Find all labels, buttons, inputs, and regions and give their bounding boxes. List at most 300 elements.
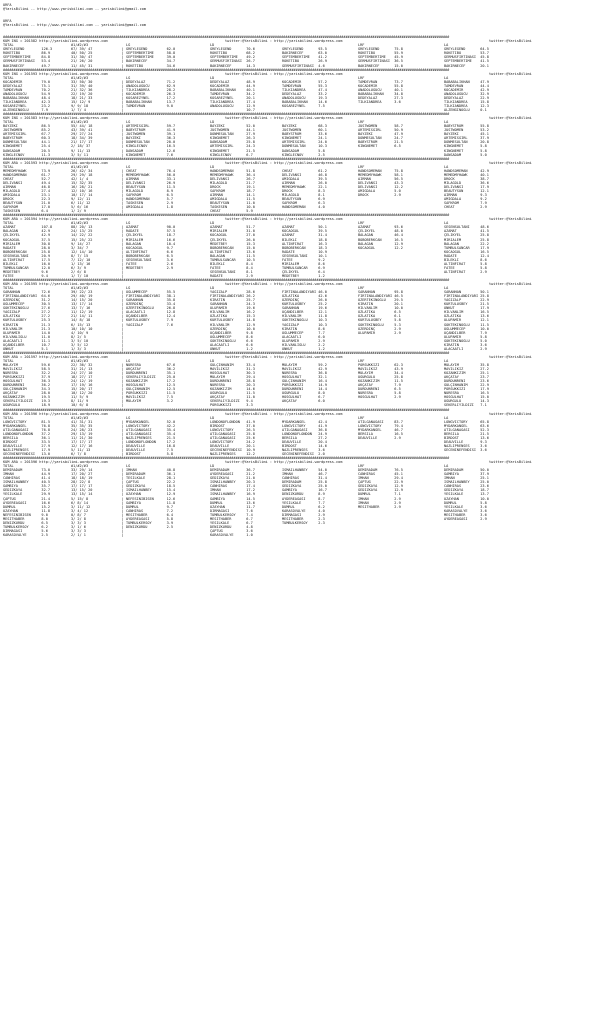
race-title: KUM ING = 201583 http://yarisbilimi.wordpress.com [3, 116, 108, 121]
lrf2-cell: ULUPAMIR 2.9 [358, 330, 401, 335]
lrf2-cell: DURDUNRENI 6.5 [358, 387, 401, 392]
place-counts: 24/ 13/ 25 [71, 229, 93, 234]
race-title: KUM ING = 201593 http://yarisbilimi.wordpress.com [3, 71, 108, 76]
col-divider: | [121, 472, 124, 477]
ld-cell: UZAYHAN 11.7 [210, 504, 255, 509]
ld-cell: KOCAOGUL 27.0 [210, 233, 255, 238]
row-end [528, 209, 591, 213]
la-cell: GÜLÇINHANIM 22.9 [444, 383, 489, 388]
la-cell: KINGNEMET 5.8 [444, 148, 487, 153]
lrf2-cell: DEDEYALAZ 27.3 [358, 95, 403, 100]
horse-name: DEDEYALAZ 75.1 [3, 83, 50, 88]
col-lrf-header: LRF [358, 358, 365, 363]
lrf-cell: FATEE 9.2 [282, 257, 325, 262]
lrf-cell: ÖZLATIKA 42.6 [282, 294, 327, 299]
place-counts: 22/ 36/ 32 [71, 362, 93, 367]
lrf2-cell: HANDSOMEMAN 75.8 [358, 168, 403, 173]
horse-name: BABABALIKHAN 48.4 [3, 95, 50, 100]
lrf2-cell: SEPTEMBERTIME 45.9 [358, 55, 403, 60]
ld-cell: CHEAT 5.9 [210, 209, 253, 214]
lrf-cell: BABABALIKHAN 14.6 [282, 99, 327, 104]
lrf-cell: GEDIZKAYA 25.0 [282, 484, 327, 489]
ld-cell: NAZLIPRENSES 12.2 [210, 452, 255, 457]
horse-name: KINGNEMET 25.4 [3, 144, 50, 149]
ld-cell: UÇANDILBER 9.8 [210, 330, 253, 335]
lrf2-cell: NURESRA 5.8 [358, 391, 401, 396]
la-cell: MESITHABER 3.6 [444, 512, 487, 517]
ld-cell: GEDIZKAYA 21.0 [210, 476, 255, 481]
col-divider: | [121, 172, 124, 177]
col-divider: | [121, 209, 124, 214]
ld-cell: KOSAREZYNEL 20.1 [210, 95, 255, 100]
col-divider: | [121, 47, 124, 52]
horse-name: DURDUNRENI 36.2 [3, 383, 50, 388]
col-divider: | [121, 512, 124, 517]
ld-cell: BAKIRNECEF 14.3 [210, 63, 255, 68]
ld-cell: MILAGOLD 21.7 [210, 180, 255, 185]
place-counts: 6/ 15/ 13 [71, 322, 91, 327]
place-counts: 21/ 17/ 17 [71, 140, 93, 145]
twitter-link: twitter:@YarisBilimi : http://yarisbilimi.wordpress.com [225, 160, 343, 165]
la-cell: BERSILA 21.5 [444, 431, 489, 436]
ld-cell: BIRDOST 37.0 [210, 423, 255, 428]
lrf-cell: HILVANLIM 11.8 [282, 314, 327, 319]
lrf-cell: AMIGDALA 39.5 [282, 176, 327, 181]
ld-cell: ANADOLUGÜCÜ 12.9 [210, 103, 255, 108]
la-cell [444, 209, 528, 213]
lrf-cell: DIRMAGASI 2.9 [282, 512, 325, 517]
lg-cell: AIRMAN 33.1 [126, 176, 176, 181]
horse-name: DANSADAM 20.5 [3, 148, 50, 153]
ld-cell: FATEE 8.4 [210, 265, 253, 270]
lrf2-cell: BABYSTROM 21.5 [358, 140, 403, 145]
race-header [3, 39, 591, 43]
col-divider: | [121, 431, 124, 436]
lrf-cell: YAGIZALP 10.3 [282, 322, 327, 327]
ld-cell: MEDETBEY 15.3 [210, 241, 255, 246]
place-counts: 11/ 45/ 31 [71, 63, 93, 68]
col-divider: | [121, 423, 124, 428]
race-header [3, 355, 591, 359]
lrf-cell: ROKETIBO 26.9 [282, 59, 327, 64]
lrf2-cell: HOSGÜLHAT 2.9 [358, 395, 401, 400]
col-divider: | [121, 124, 124, 129]
lg-cell: ATILGANAGASI 35.4 [126, 427, 176, 432]
lrf-cell: MAVILIKIZ 42.9 [282, 367, 327, 372]
ld-cell: FIRTINALANDIYARI 26.2 [210, 294, 255, 299]
lg-cell: TILKIANDREA 28.2 [126, 87, 176, 92]
la-cell: GEDIZKAYA 18.7 [444, 488, 489, 493]
col-total-header: TOTAL [3, 221, 14, 226]
col-places-header: #1/#2/#3 [71, 221, 89, 226]
lrf-cell: HOSGÜLHAT 32.1 [282, 375, 327, 380]
twitter-link: twitter:@YarisBilimi : http://yarisbilimi.wordpress.com [225, 217, 343, 222]
ld-cell: KINGNEMET 26.3 [210, 136, 255, 141]
col-lg-header: LG [126, 464, 131, 469]
lg-cell: MEDETBEY 2.9 [126, 265, 173, 270]
horse-name: GREYLEGEND 126.3 [3, 47, 53, 52]
col-divider: | [121, 225, 124, 230]
place-counts: 2/ 18/ 37 [71, 144, 91, 149]
col-places-header: #1/#2/#3 [71, 43, 89, 48]
horse-name: JUSTWOMEN 85.2 [3, 128, 50, 133]
ld-cell: ATILGANAGASI 25.8 [210, 431, 255, 436]
ld-cell: RADATE 2.9 [210, 273, 253, 278]
col-places-header: #1/#2/#3 [71, 464, 89, 469]
col-divider: | [121, 387, 124, 392]
horse-name: BEAUTYSUN 21.0 [3, 201, 50, 206]
col-lg-header: LG [126, 164, 131, 169]
la-cell: ALTINFIRAT 5.8 [444, 261, 487, 266]
ld-cell: AKÇATAY 11.0 [210, 395, 255, 400]
race-header [3, 161, 591, 165]
lrf2-cell: DEAUVILLE 2.9 [358, 435, 401, 440]
col-divider: | [121, 399, 124, 404]
ld-cell: ÖZLATIKA 15.3 [210, 314, 255, 319]
col-lg-header: LG [126, 43, 131, 48]
horse-name: CANHIRAS 41.4 [3, 476, 50, 481]
col-divider: | [121, 484, 124, 489]
intro-city-1: URFA [3, 3, 12, 7]
lg-cell: TUMBULKERSOY 3.9 [126, 520, 173, 525]
lrf-cell: CANHIRAS 31.4 [282, 476, 327, 481]
lg-cell: CHEAT 76.4 [126, 168, 176, 173]
col-divider: | [121, 152, 124, 157]
ld-cell: BEAUTYSUN 11.0 [210, 201, 255, 206]
lrf2-cell: MAVILIKIZ 43.9 [358, 367, 403, 372]
table-row [3, 153, 591, 157]
lrf-cell: ALTINFIRAT 16.3 [282, 241, 327, 246]
row-end [528, 274, 591, 278]
col-divider: | [121, 508, 124, 513]
col-divider: | [121, 492, 124, 497]
place-counts: 15/ 20/ 17 [71, 387, 93, 392]
col-lrf-header: LRF [358, 164, 365, 169]
col-divider: | [121, 229, 124, 234]
place-counts: 21/ 26/ 20 [71, 59, 93, 64]
place-counts: 11/ 5/ 9 [71, 395, 89, 400]
col-divider: | [121, 188, 124, 193]
lg-cell: ÇAPTUG 22.2 [126, 480, 176, 485]
lrf-cell: KURTULUSBEY 25.2 [282, 302, 327, 307]
place-counts: 1/ 7/ 4 [71, 108, 86, 113]
col-divider: | [121, 79, 124, 84]
place-counts: 67/ 39/ 47 [71, 47, 93, 52]
twitter-handle: twitter:@YarisBilimi [489, 39, 532, 44]
race-block [3, 213, 591, 278]
lrf2-cell: KINGNEMET 6.5 [358, 144, 401, 149]
lg-cell: DEMIRADAM 36.1 [126, 472, 176, 477]
lrf-cell: BEAUTYSUN 6.9 [282, 197, 325, 202]
la-cell: KURTULUSBEY 21.5 [444, 302, 489, 307]
col-divider: | [121, 128, 124, 133]
lg-cell [126, 403, 210, 407]
col-divider: | [121, 205, 124, 210]
col-ld-header: LD [210, 75, 215, 80]
spacer [3, 27, 591, 35]
lrf2-cell: DROCK 2.9 [358, 193, 401, 198]
ld-cell: GÖKTEKINOGLU 6.6 [210, 338, 253, 343]
lrf-cell: ONKUT 1.2 [282, 346, 325, 351]
col-divider: | [121, 500, 124, 505]
col-divider: | [121, 63, 124, 68]
col-divider: | [121, 99, 124, 104]
twitter-handle: twitter:@YarisBilimi [489, 160, 532, 165]
lrf2-cell: IMHAN 29.4 [358, 476, 403, 481]
lg-cell: MESITHABER 6.4 [126, 512, 173, 517]
la-cell: ÖZLATIKA 13.6 [444, 314, 489, 319]
horse-name: ÖZERDINÇ 31.2 [3, 298, 50, 303]
ld-cell: MAVILIKIZ 31.3 [210, 367, 255, 372]
col-divider: | [121, 391, 124, 396]
place-counts: 3/ 4/ 12 [71, 508, 89, 513]
race-title: KUM ARA = 201597 http://yarisbilimi.wordpress.com [3, 354, 108, 359]
la-cell: ROKETIBO 53.7 [444, 51, 489, 56]
place-counts: 21/ 32/ 36 [71, 87, 93, 92]
lg-cell: FATEE 2.6 [126, 261, 173, 266]
place-counts: 8/ 2/ 5 [71, 334, 86, 339]
ld-cell: SEPTEMBERTIME 49.2 [210, 55, 255, 60]
place-counts: 14/ 22/ 22 [71, 233, 93, 238]
place-counts: 9/ 12/ 11 [71, 197, 91, 202]
ld-cell: SARANHAN 24.3 [210, 302, 255, 307]
lrf2-cell: KOCADEMIR 55.8 [358, 83, 403, 88]
ld-cell: NURESRA 20.3 [210, 383, 255, 388]
lg-cell: KINGLECNOV 16.5 [126, 144, 176, 149]
lrf-cell: MIRIALEM 8.6 [282, 261, 325, 266]
ld-cell: JUSTWOMEN 44.1 [210, 128, 255, 133]
ld-cell: AIRMAN 14.1 [210, 193, 255, 198]
ld-cell: YESILKALE 6.7 [210, 520, 253, 525]
row-end [528, 452, 591, 456]
col-divider: | [121, 302, 124, 307]
ld-cell: AZAMAT 51.7 [210, 225, 255, 230]
lg-cell: KURTULUSBEY 7.9 [126, 318, 173, 323]
la-cell: SEPTEMBERTIME 41.5 [444, 59, 489, 64]
ld-cell: ÖZERDINÇ 10.0 [210, 326, 255, 331]
place-counts: 40/ 50/ 25 [71, 51, 93, 56]
lrf2-cell: KOZANKIZIM 11.5 [358, 379, 403, 384]
lrf-cell: BIRDOST 14.6 [282, 443, 327, 448]
place-counts: 14/ 15/ 20 [71, 298, 93, 303]
la-cell: ÇELIKYEL 25.8 [444, 233, 489, 238]
lrf-cell: HOSGÜLHAT 6.7 [282, 395, 325, 400]
horse-name: UGURGÜLÜ 18.9 [3, 403, 50, 408]
la-cell: AIRMAN 9.3 [444, 193, 487, 198]
intro-contact-1: @YarisBilimi -- http://www.yarisbilimi.com -- yarisbilimi@gmail.com [3, 7, 147, 12]
place-counts: 9/ 9/ 18 [71, 103, 89, 108]
col-divider: | [121, 310, 124, 315]
separator-line: ####################################################################################################################################################################################################################### [3, 67, 450, 72]
col-divider: | [121, 367, 124, 372]
lg-cell: AZAMAT 90.0 [126, 225, 176, 230]
ld-cell: AYDEREAGASI 21.2 [210, 472, 255, 477]
lrf2-cell: DEMIRADAM 76.5 [358, 468, 403, 473]
ld-cell: ULUPAMIR 19.6 [210, 306, 255, 311]
la-cell: GAMBIYA 37.9 [444, 472, 489, 477]
lrf2-cell: PORSUKKIZI 62.3 [358, 362, 403, 367]
col-total-header: TOTAL [3, 75, 14, 80]
horse-name: DEAUVILLE 27.9 [3, 443, 50, 448]
col-divider: | [121, 468, 124, 473]
race-title: KUM ARA = 201594 http://yarisbilimi.wordpress.com [3, 217, 108, 222]
horse-name: ÇAPTUG 21.4 [3, 496, 50, 501]
lrf-cell: PORSUKKIZI 14.9 [282, 383, 327, 388]
lg-cell: IMHAN 40.8 [126, 468, 176, 473]
col-divider: | [121, 306, 124, 311]
race-header [3, 116, 591, 120]
row-end [528, 64, 591, 68]
table-row [3, 403, 591, 407]
ld-cell: DENIZKURDU 4.8 [210, 524, 253, 529]
horse-name: BIRDOST 33.5 [3, 439, 50, 444]
lg-cell: DANSADAM 12.6 [126, 148, 176, 153]
lrf2-cell: ÖZERDINÇ 2.9 [358, 326, 401, 331]
lrf2-cell: KIRATIN 20.1 [358, 302, 403, 307]
horse-name: BILEKLI 16.0 [3, 261, 50, 266]
col-divider: | [121, 403, 124, 408]
horse-name: LONGVICTORY 81.5 [3, 419, 50, 424]
lg-cell: MILAGOLD 8.9 [126, 188, 173, 193]
lrf-cell: KOSAREZYNEL 7.5 [282, 103, 325, 108]
col-divider: | [121, 488, 124, 493]
col-lrf-header: LRF [358, 120, 365, 125]
place-counts: 3/ 3/ 3 [71, 520, 86, 525]
col-la-header: LA [444, 464, 449, 469]
separator-line: ####################################################################################################################################################################################################################### [3, 278, 450, 282]
la-cell: CANHIRAS 23.6 [444, 484, 489, 489]
horse-name: MAVILIKIZ 58.5 [3, 367, 50, 372]
lrf-cell: DÖNMESULTAN 10.3 [282, 144, 327, 149]
lrf-cell: MILAGOLD 8.1 [282, 193, 325, 198]
intro-city-2: URFA [3, 19, 12, 24]
col-divider: | [121, 265, 124, 270]
lrf2-cell: CANHIRAS 45.1 [358, 472, 403, 477]
lrf2-cell: SARANHAN 95.8 [358, 290, 403, 295]
lg-cell: BALAGAN 10.4 [126, 241, 176, 246]
lg-cell: GREYLEGEND 62.0 [126, 47, 176, 52]
place-counts: 18/ 18/ 19 [71, 476, 93, 481]
place-counts: 16/ 28/ 21 [71, 184, 93, 189]
col-divider: | [121, 91, 124, 96]
ld-cell: TUMBULKERSOY 7.4 [210, 512, 253, 517]
col-divider: | [121, 447, 124, 452]
race-block [3, 68, 591, 113]
horse-name: CHEAT 52.7 [3, 176, 50, 181]
separator-line: ####################################################################################################################################################################################################################### [3, 213, 450, 218]
lrf-cell: TUMBULKERSOY 2.3 [282, 520, 325, 525]
lrf2-cell: JUSTWOMEN 58.7 [358, 124, 403, 129]
horse-name: ISMAILHANBEY 40.5 [3, 480, 50, 485]
place-counts: 18/ 34/ 39 [71, 136, 93, 141]
lrf2-cell: BALAGAN 12.9 [358, 241, 403, 246]
ld-cell: SAFKROM 18.7 [210, 188, 255, 193]
place-counts: 6/ 7/ 8 [71, 452, 86, 457]
la-cell: GÖKTEKINOGLU 11.5 [444, 322, 489, 327]
race-block [3, 351, 591, 408]
lg-cell: GAMBIYA 11.8 [126, 500, 176, 505]
lg-cell: GÜLÇINHANIM 12.5 [126, 387, 176, 392]
la-cell: AKÇATAY 23.7 [444, 375, 489, 380]
ld-cell: MÜLAYIM 29.4 [210, 375, 255, 380]
lrf-cell: KOCAOGUL 39.5 [282, 229, 327, 234]
col-divider: | [121, 326, 124, 331]
col-la-header: LA [444, 221, 449, 226]
lrf2-cell: MEMEDMYHAWK 58.1 [358, 172, 403, 177]
lrf-cell: KINGNEMET 24.1 [282, 136, 327, 141]
col-divider: | [121, 95, 124, 100]
la-cell: KOZANKIZIM 25.1 [444, 371, 489, 376]
lrf-cell: DEMIRADAM 25.8 [282, 480, 327, 485]
lg-cell: NEFESINIBISEN 12.6 [126, 496, 176, 501]
place-counts: 9/ 11/ 13 [71, 148, 91, 153]
lg-cell: MAVILIKIZ 7.5 [126, 395, 173, 400]
la-cell: LONGVICTORY 65.8 [444, 419, 489, 424]
la-cell: BAYZEKI 45.1 [444, 132, 489, 137]
col-divider: | [121, 318, 124, 323]
lg-cell: DÖNMESULTAN 20.0 [126, 140, 176, 145]
la-cell: MYDARKANGEL 63.6 [444, 423, 489, 428]
col-ld-header: LD [210, 286, 215, 291]
place-counts: 6/ 11/ 12 [71, 201, 91, 206]
place-counts: 6/ 3/ 9 [71, 265, 86, 270]
place-counts: 5/ 15/ 8 [71, 496, 89, 501]
lg-cell: DELIVANSI 26.9 [126, 180, 176, 185]
lrf2-cell: AKÇATAY 7.9 [358, 383, 401, 388]
place-counts: 12/ 17/ 16 [71, 443, 93, 448]
race-list [3, 35, 591, 537]
lg-cell: GEDIZKAYA 18.5 [126, 484, 176, 489]
horse-name: AKÇATAY 28.0 [3, 391, 50, 396]
la-cell: UGURGÜLÜ 14.3 [444, 399, 489, 404]
lrf-cell: FIRTINALANDIYARI 46.0 [282, 290, 327, 295]
la-cell: NURESRA 16.5 [444, 391, 489, 396]
col-divider: | [121, 233, 124, 238]
ld-cell: LONDONOFLONDON 41.9 [210, 419, 255, 424]
lg-cell: TESILKALE 28.1 [126, 476, 176, 481]
lrf-cell: SAFKROM 6.3 [282, 201, 325, 206]
lg-cell: NURESRA 67.6 [126, 362, 176, 367]
col-divider: | [121, 443, 124, 448]
lrf2-cell: GREYLEGEND 75.8 [358, 47, 403, 52]
ld-cell: MESITHABER 6.7 [210, 516, 253, 521]
la-cell [444, 533, 528, 537]
lrf2-cell [358, 403, 444, 407]
lrf-cell: MEMEDMYHAWK 22.1 [282, 184, 327, 189]
lrf2-cell: GEDIZKAYA 12.9 [358, 488, 403, 493]
separator-line: ####################################################################################################################################################################################################################### [3, 456, 450, 461]
col-divider: | [121, 51, 124, 56]
lg-cell: SARANHAN 35.8 [126, 298, 176, 303]
place-counts: 33/ 50/ 30 [71, 79, 93, 84]
race-block [3, 408, 591, 457]
ld-cell: HANDSOMEMAN 51.8 [210, 168, 255, 173]
lrf-cell: JUSTWOMEN 60.1 [282, 128, 327, 133]
ld-cell: DUMRUL 13.6 [210, 500, 255, 505]
la-cell: TILKIANDREA 15.8 [444, 99, 489, 104]
la-cell: BAKIRNECEF 20.1 [444, 63, 489, 68]
la-cell: MILAGOLD 36.6 [444, 180, 489, 185]
horse-name: DIRMAGASI 5.6 [3, 528, 48, 533]
place-counts: 9/ 14/ 27 [71, 241, 91, 246]
ld-cell: KARASÖVALYE 1.0 [210, 532, 253, 537]
la-cell: GÖKTEKINOGLU 5.0 [444, 338, 487, 343]
lrf-cell: AIRMAN 26.0 [282, 180, 327, 185]
place-counts: 29/ 29/ 18 [71, 172, 93, 177]
col-divider: | [121, 273, 124, 278]
lg-cell: BAKIRNECEF 34.7 [126, 59, 176, 64]
col-divider: | [121, 290, 124, 295]
